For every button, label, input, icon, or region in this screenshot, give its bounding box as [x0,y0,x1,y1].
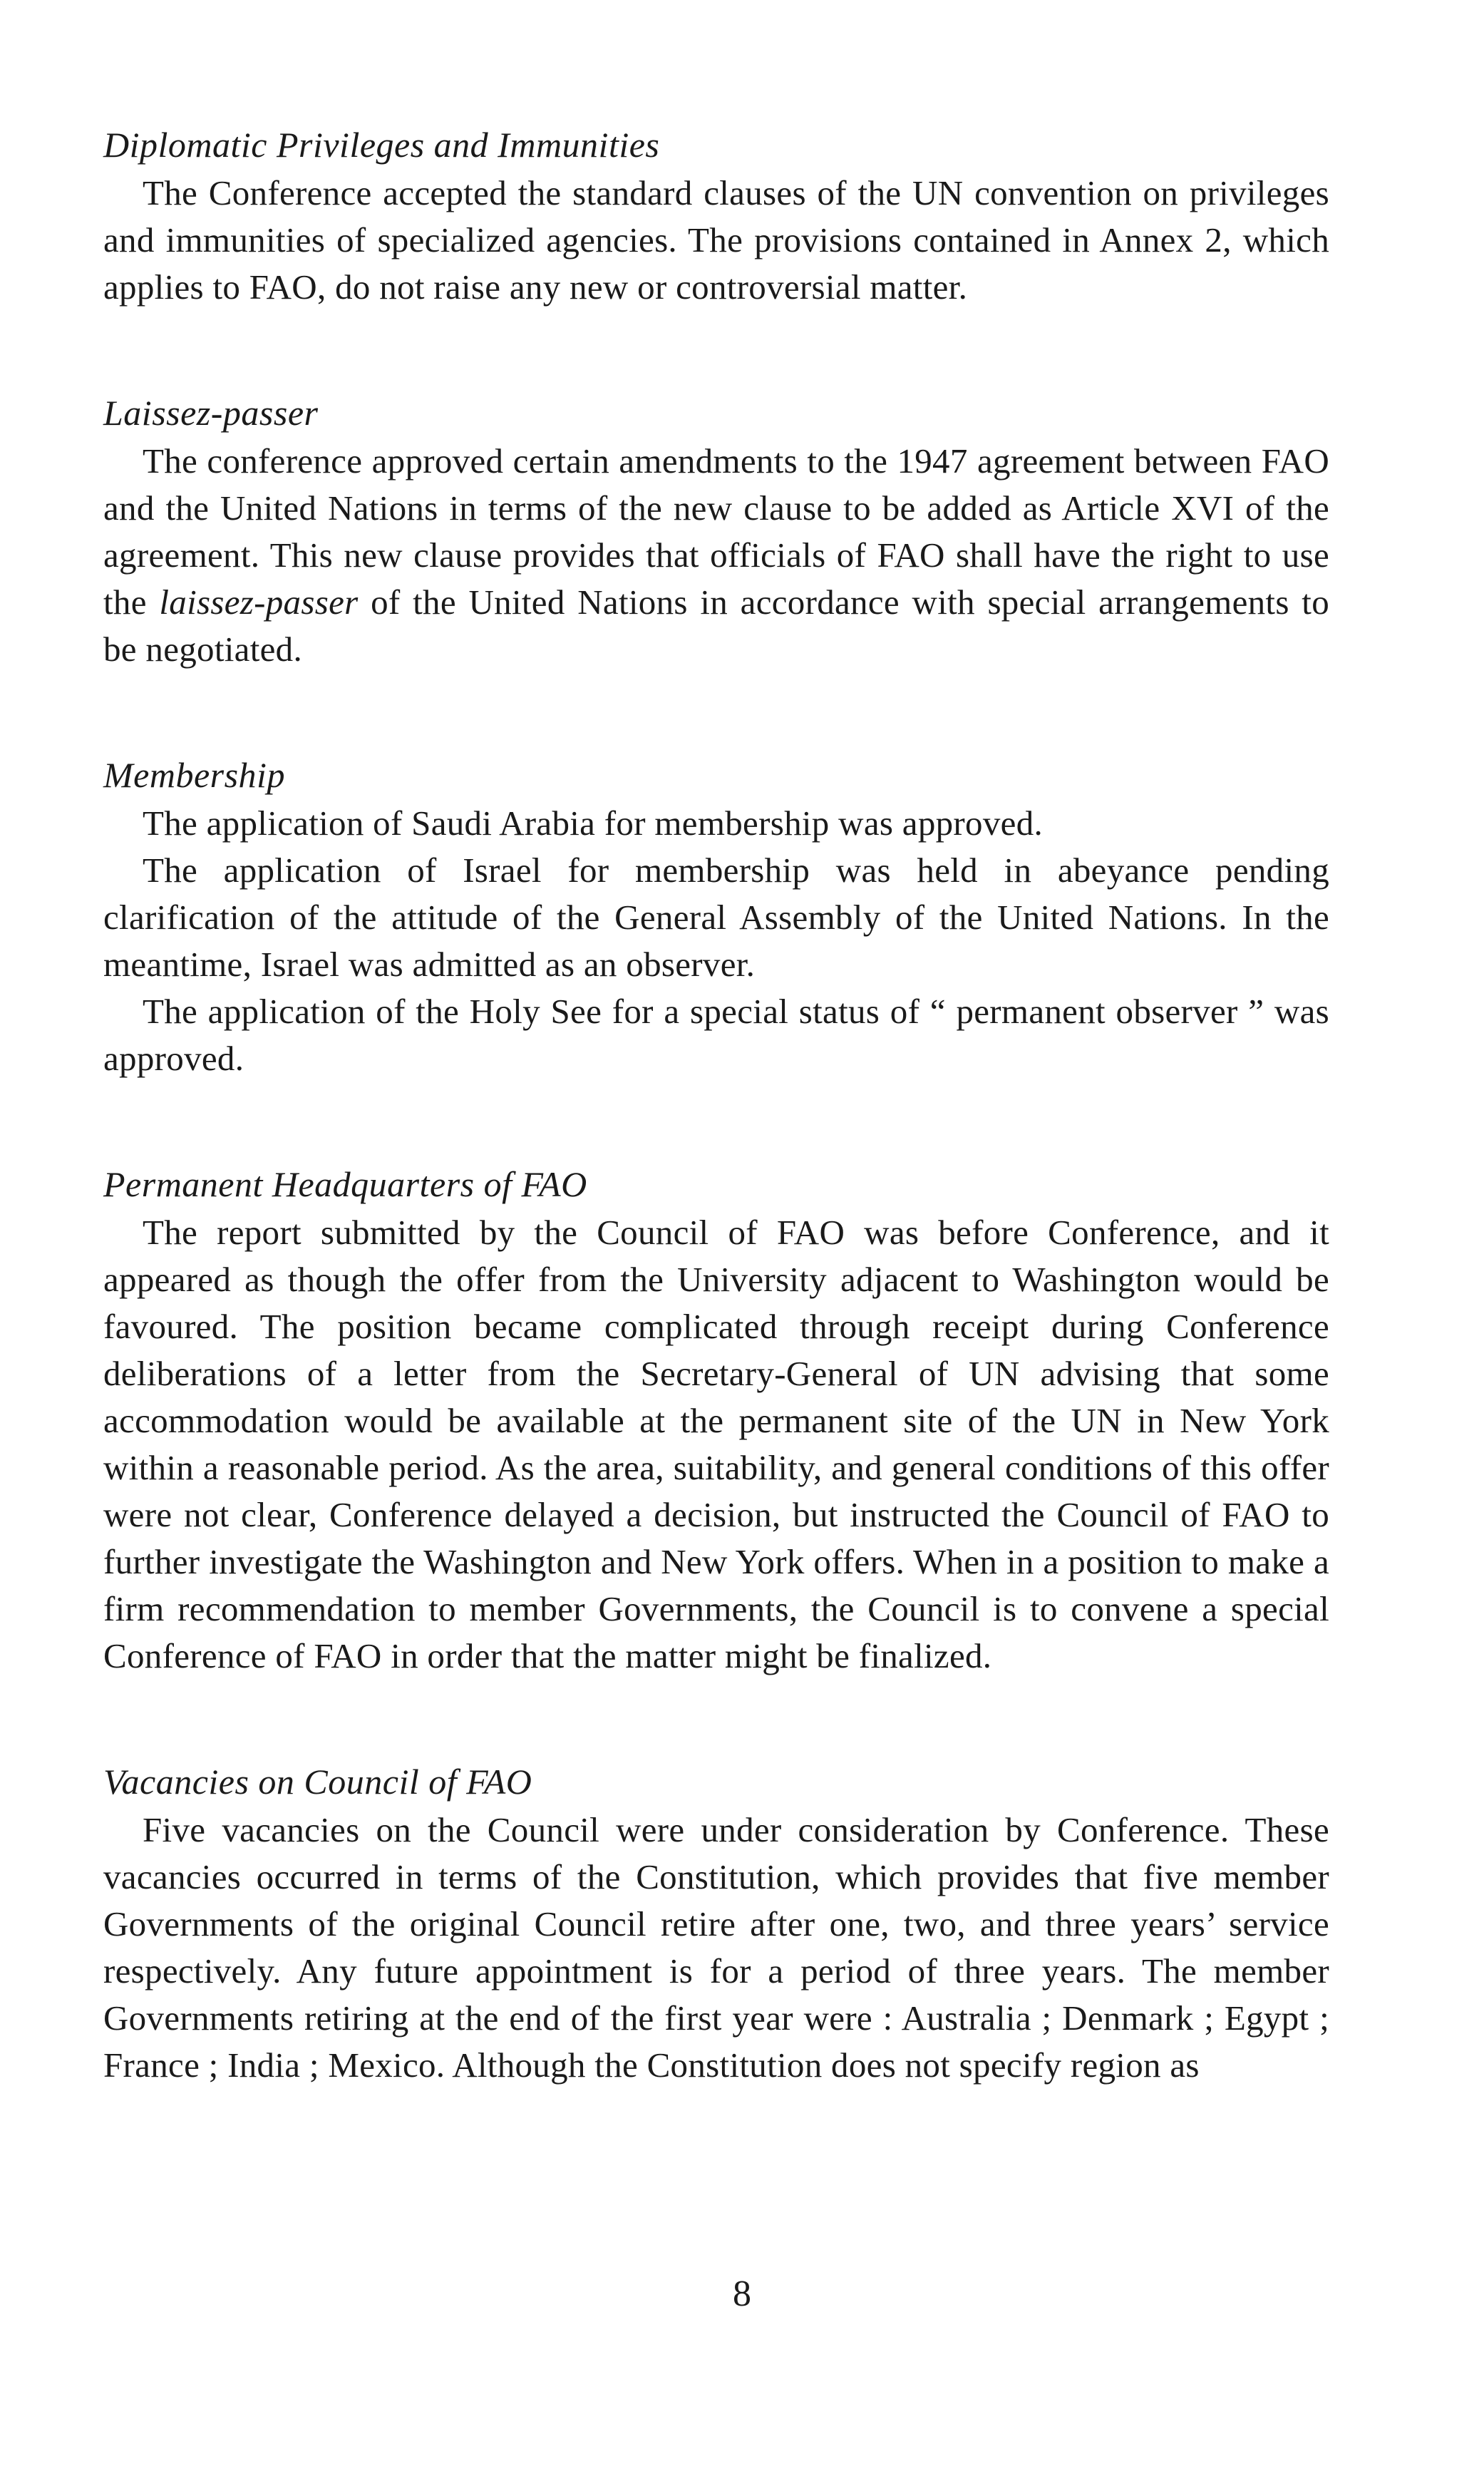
paragraph: The application of the Holy See for a special status of “ permanent observer ” was approved. [103,992,1329,1078]
section-vacancies-on-council [103,1758,1329,2089]
paragraph: The application of Saudi Arabia for membership was approved. [143,803,1044,843]
page-number: 8 [733,2274,751,2314]
paragraph: The application of Israel for membership was held in abeyance pending clarification of the attitude of the General Assembly of the United Nations. In the meantime, Israel was admitted as an observer. [103,851,1329,984]
page-body [103,121,1329,2167]
section-heading: Permanent Headquarters of FAO [103,1164,587,1204]
paragraph: Five vacancies on the Council were under consideration by Conference. These vacancies occurred in terms of the Constitution, which provides that five member Governments of the original Council retire after one, two, and three years’ service respectively. Any future appointment is for a period of three years. The member Governments retiring at the end of the first year were : Australia ; Denmark ; Egypt ; France ; India ; Mexico. Although the Constitution does not specify region as [103,1810,1329,2085]
paragraph-text: of the United Nations in accordance with special arrangements to be negotiated. [103,582,1330,669]
section-heading: Laissez-passer [103,393,319,433]
section-heading: Membership [103,755,285,795]
section-laissez-passer [103,389,1329,673]
italic-term: laissez-passer [159,582,359,622]
section-diplomatic-privileges [103,121,1329,311]
section-membership [103,751,1329,1082]
paragraph [103,438,1329,673]
section-heading: Diplomatic Privileges and Immunities [103,125,660,165]
section-heading: Vacancies on Council of FAO [103,1762,532,1802]
section-permanent-headquarters [103,1161,1329,1680]
paragraph: The Conference accepted the standard clauses of the UN convention on privileges and immunities of specialized agencies. The provisions contained in Annex 2, which applies to FAO, do not raise any new or controversial matter. [103,173,1329,307]
paragraph: The report submitted by the Council of FAO was before Conference, and it appeared as though the offer from the University adjacent to Washington would be favoured. The position became complicated through receipt during Conference deliberations of a letter from the Secretary-General of UN advising that some accommodation would be available at the permanent site of the UN in New York within a reasonable period. As the area, suitability, and general conditions of this offer were not clear, Conference delayed a decision, but instructed the Council of FAO to further investigate the Washington and New York offers. When in a position to make a firm recommendation to member Governments, the Council is to convene a special Conference of FAO in order that the matter might be finalized. [103,1213,1329,1675]
paragraph-text: The conference approved certain amendments to the 1947 agreement between FAO and the United Nations in terms of the new clause to be added as Article XVI of the agreement. This new clause provides that officials of FAO shall have the right to use the [103,441,1329,622]
